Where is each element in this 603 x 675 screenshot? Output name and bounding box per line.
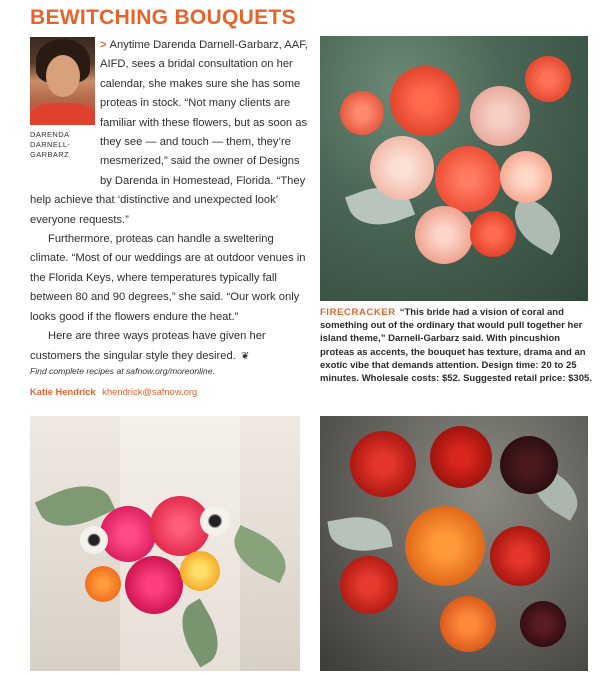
ranunculus-flower [525, 56, 571, 102]
firecracker-caption [320, 306, 592, 385]
rose-flower [415, 206, 473, 264]
protea-flower [435, 146, 501, 212]
caption-text: “This bride had a vision of coral and something out of the ordinary that would pull together her island theme,” Darnell-Garbarz said. With pincushion proteas as accents, the bouquet has texture, drama and an exotic vibe that demands attention. Design time: 20 to 25 minutes. Wholesale costs: $52. Suggested retail price: $305. [320, 307, 592, 385]
rose-flower [430, 426, 492, 488]
article-body [30, 36, 308, 366]
caption-label: FIRECRACKER [320, 307, 396, 318]
ranunculus-flower [180, 551, 220, 591]
red-orange-bouquet-photo [320, 416, 588, 671]
rose-flower [500, 151, 552, 203]
ranunculus-flower [340, 91, 384, 135]
ranunculus-flower [500, 436, 558, 494]
orchid-flower [405, 506, 485, 586]
paragraph-2: Furthermore, proteas can handle a sweltering climate. “Most of our weddings are at outdoor venues in the Florida Keys, where temperatures typically fall between 80 and 90 degrees,” she said. “Our work only looks good if the flowers endure the heat.” [30, 233, 306, 323]
portrait-caption-line-1: DARENDA [30, 130, 70, 139]
portrait-caption-line-2: DARNELL- [30, 140, 71, 149]
byline-email-link[interactable]: khendrick@safnow.org [102, 386, 198, 397]
recipes-note: Find complete recipes at safnow.org/moreonline. [30, 366, 215, 376]
firecracker-bouquet-photo [320, 36, 588, 301]
rose-flower [470, 86, 530, 146]
byline-author: Katie Hendrick [30, 386, 96, 397]
anemone-flower [80, 526, 108, 554]
rose-flower [125, 556, 183, 614]
article-headline: BEWITCHING BOUQUETS [30, 6, 296, 29]
rose-flower [100, 506, 156, 562]
protea-flower [470, 211, 516, 257]
protea-flower [390, 66, 460, 136]
rose-flower [340, 556, 398, 614]
pink-bouquet-photo [30, 416, 300, 671]
paragraph-3-text: Here are three ways proteas have given her customers the singular style they desired. [30, 330, 266, 362]
end-mark-icon: ❦ [240, 350, 250, 362]
dusty-miller-leaf [327, 511, 392, 557]
rose-flower [370, 136, 434, 200]
portrait-wrap-spacer [30, 36, 100, 188]
anemone-flower [200, 506, 230, 536]
rose-flower [490, 526, 550, 586]
paragraph-marker-icon: > [100, 39, 107, 51]
rose-flower [350, 431, 416, 497]
paragraph-3 [30, 327, 308, 366]
ranunculus-flower [520, 601, 566, 647]
ranunculus-flower [85, 566, 121, 602]
paragraph-1-text: Anytime Darenda Darnell-Garbarz, AAF, AIFD, sees a bridal consultation on her calendar, she makes sure she has some proteas in stock. “Not many clients are familiar with these flowers, but as soon as they see — and touch — them, they’re mesmerized,” said the owner of Designs by Darenda in Homestead, Florida. “They help achieve that ‘distinctive and unexpected look’ everyone requests.” [30, 39, 308, 226]
portrait-caption-line-3: GARBARZ [30, 150, 70, 159]
protea-flower [440, 596, 496, 652]
byline [30, 386, 197, 397]
